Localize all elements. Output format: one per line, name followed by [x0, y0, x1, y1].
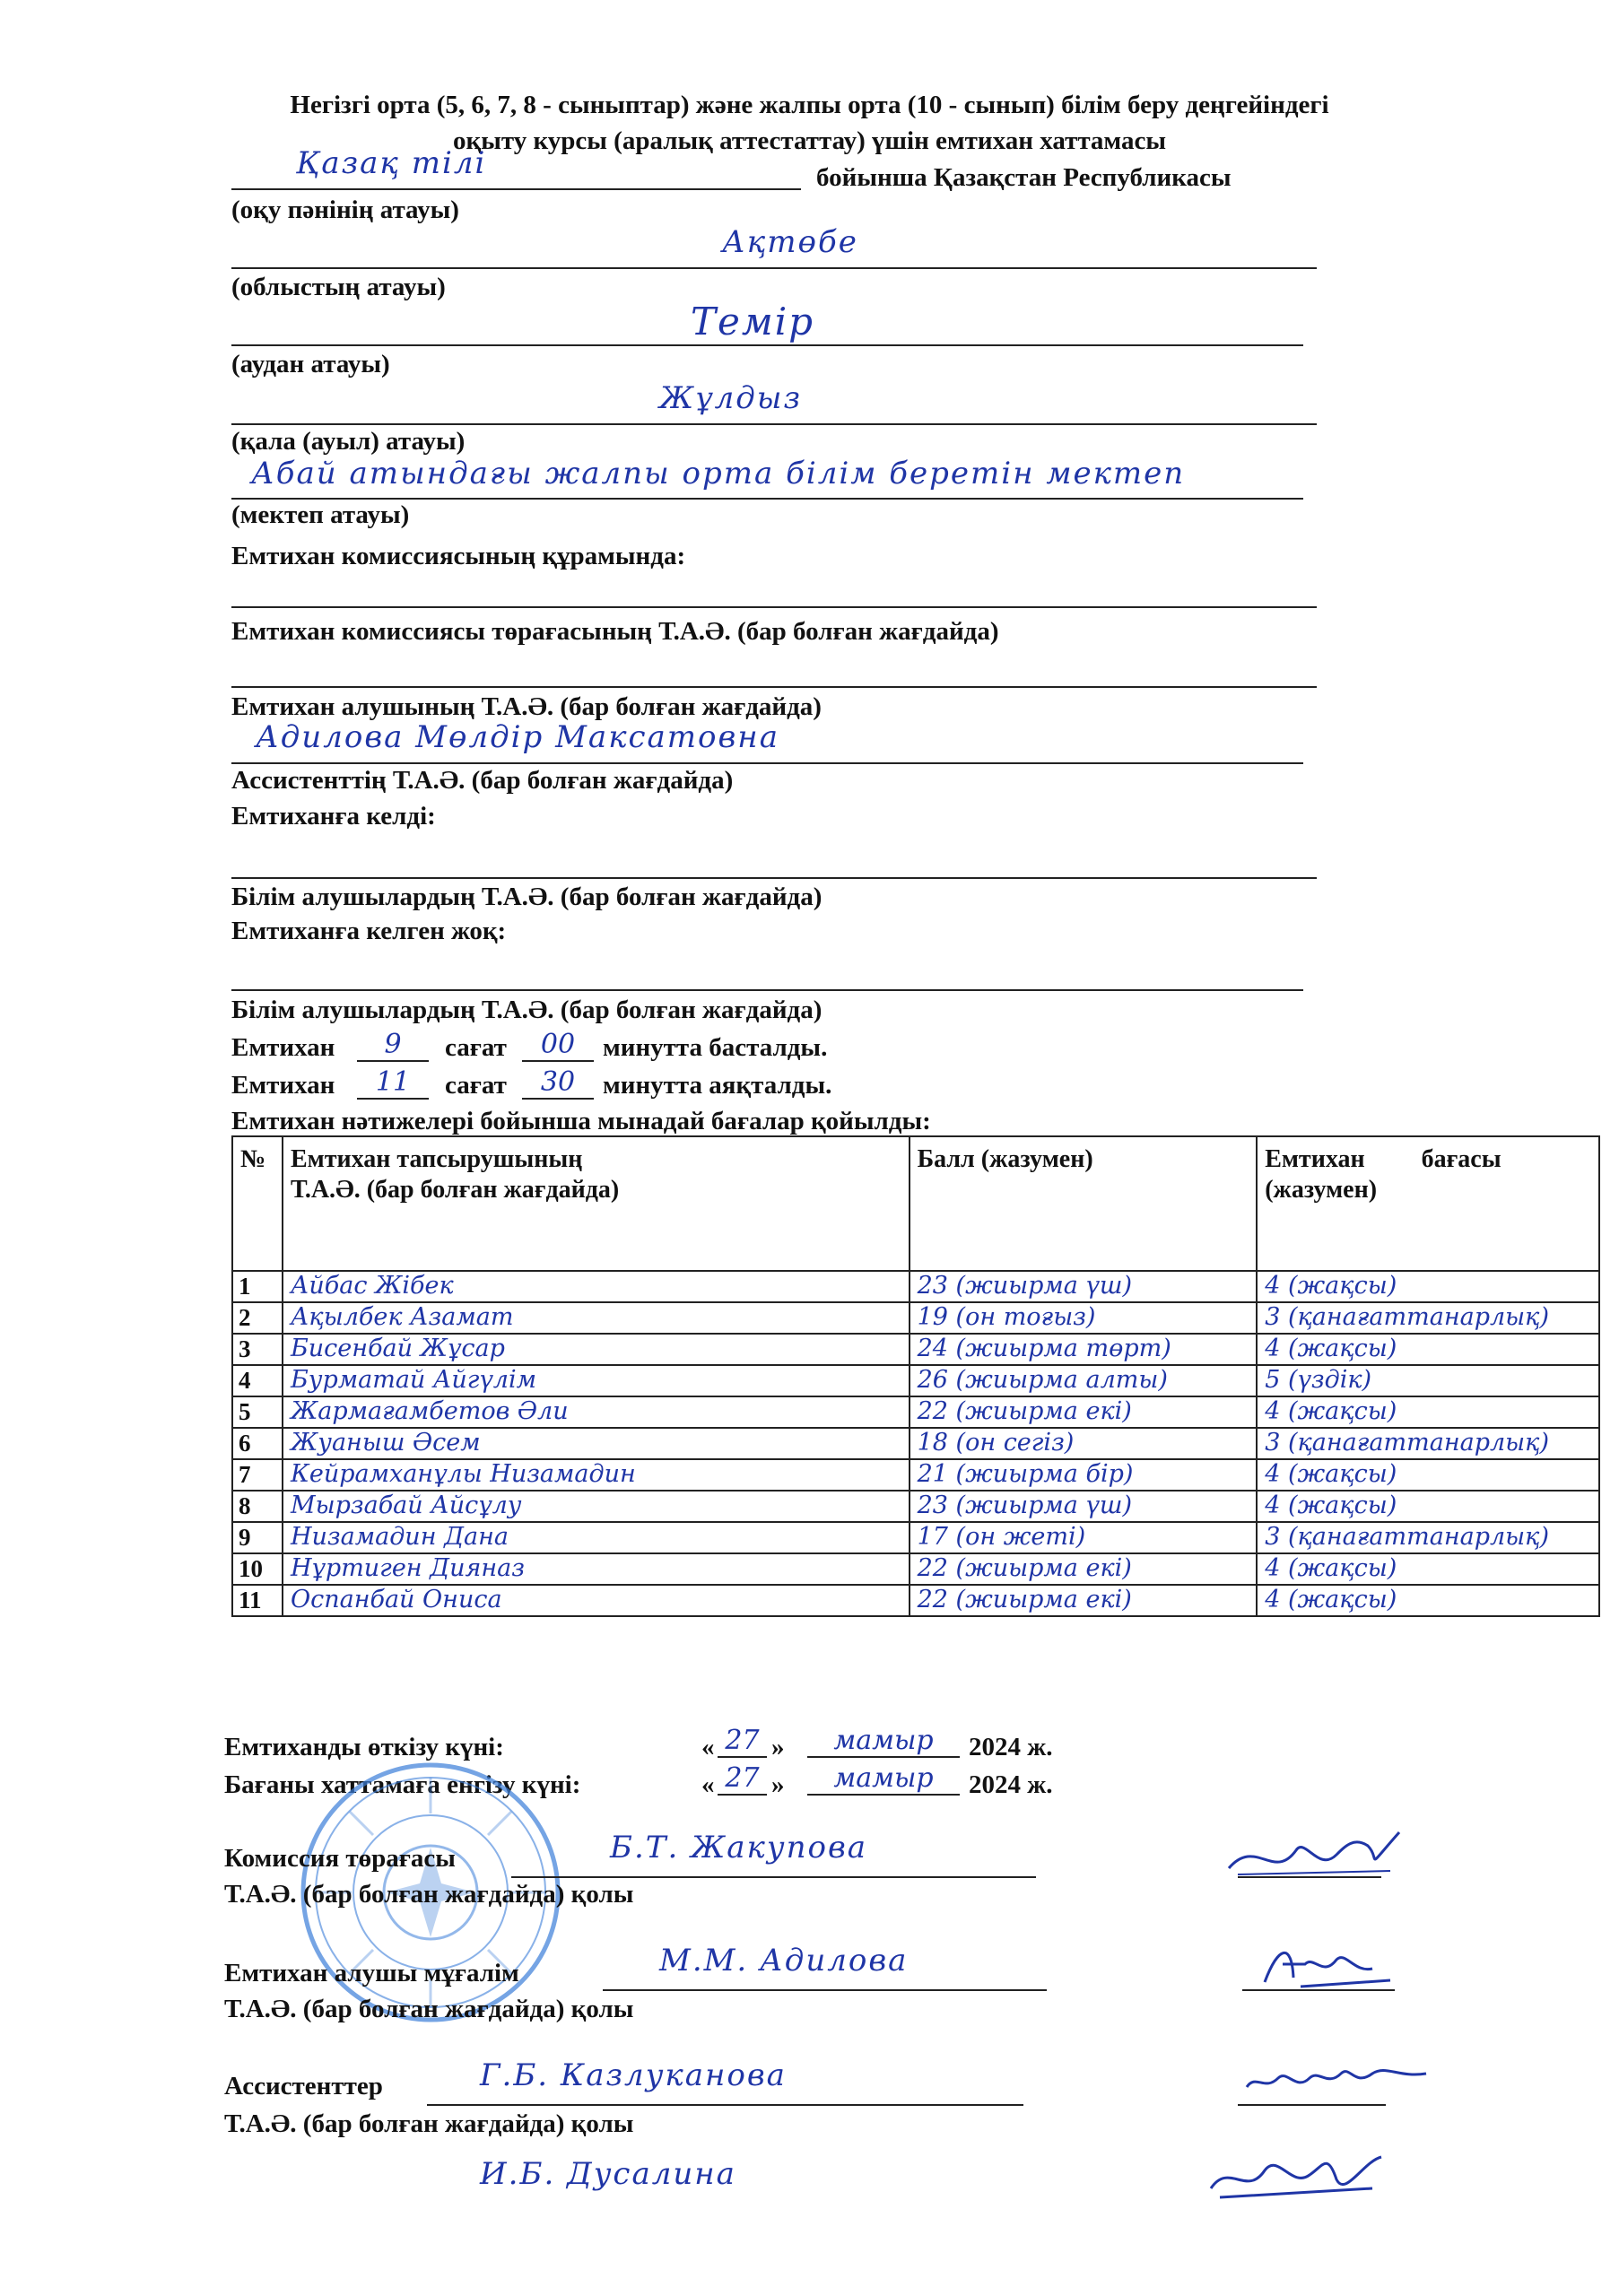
- row-number: 5: [232, 1396, 283, 1428]
- student-score: 22 (жиырма екі): [910, 1585, 1258, 1616]
- row-number: 11: [232, 1585, 283, 1616]
- row-number: 7: [232, 1459, 283, 1491]
- teacher-name-line: [603, 1989, 1047, 1991]
- student-score: 23 (жиырма үш): [910, 1491, 1258, 1522]
- region-caption: (облыстың атауы): [231, 273, 446, 301]
- table-row: [232, 1302, 1599, 1334]
- came-caption: Білім алушылардың Т.А.Ә. (бар болған жағдайда): [231, 883, 823, 911]
- student-grade: 4 (жақсы): [1257, 1459, 1599, 1491]
- student-name: Жуаныш Әсем: [283, 1428, 910, 1459]
- row-number: 9: [232, 1522, 283, 1553]
- student-score: 24 (жиырма төрт): [910, 1334, 1258, 1365]
- absent-caption: Білім алушылардың Т.А.Ә. (бар болған жағдайда): [231, 996, 823, 1024]
- teacher-caption-sign: Т.А.Ә. (бар болған жағдайда) қолы: [224, 1995, 634, 2023]
- table-row: [232, 1365, 1599, 1396]
- start-mid: сағат: [445, 1033, 507, 1062]
- header-name-line1: Емтихан тапсырушының: [290, 1145, 583, 1173]
- table-row: [232, 1522, 1599, 1553]
- student-grade: 4 (жақсы): [1257, 1334, 1599, 1365]
- exam-date-year: 2024 ж.: [969, 1733, 1053, 1761]
- village-value: Жұлдыз: [659, 380, 803, 416]
- came-line: [231, 877, 1317, 879]
- chair-line: [231, 606, 1317, 608]
- assistant1-name: Г.Б. Казлуканова: [480, 2057, 787, 2093]
- header-num: №: [232, 1136, 283, 1271]
- header-grade-line1: Емтихан бағасы: [1265, 1145, 1501, 1173]
- came-label: Емтиханға келді:: [231, 802, 436, 831]
- exam-date-label: Емтиханды өткізу күні:: [224, 1733, 504, 1761]
- header-grade-line2: (жазумен): [1265, 1176, 1378, 1204]
- end-prefix: Емтихан: [231, 1071, 335, 1100]
- assistant1-name-line: [427, 2104, 1023, 2106]
- student-grade: 5 (үздік): [1257, 1365, 1599, 1396]
- student-grade: 4 (жақсы): [1257, 1491, 1599, 1522]
- results-label: Емтихан нәтижелері бойынша мынадай бағалар қойылды:: [231, 1107, 931, 1135]
- school-caption: (мектеп атауы): [231, 500, 410, 529]
- student-name: Жармағамбетов Әли: [283, 1396, 910, 1428]
- assistant2-name: И.Б. Дусалина: [480, 2156, 736, 2192]
- chair-caption-sign: Т.А.Ә. (бар болған жағдайда) қолы: [224, 1880, 634, 1909]
- region-line: [231, 267, 1317, 269]
- row-number: 3: [232, 1334, 283, 1365]
- student-name: Нұртиген Дияназ: [283, 1553, 910, 1585]
- student-score: 21 (жиырма бір): [910, 1459, 1258, 1491]
- entry-date-quote-close: »: [771, 1770, 785, 1799]
- row-number: 8: [232, 1491, 283, 1522]
- subject-caption: (оқу пәнінің атауы): [231, 196, 459, 224]
- table-row: [232, 1553, 1599, 1585]
- row-number: 2: [232, 1302, 283, 1334]
- header-grade: [1257, 1136, 1599, 1271]
- entry-date-day: 27: [718, 1763, 767, 1796]
- student-grade: 3 (қанағаттанарлық): [1257, 1522, 1599, 1553]
- district-value: Темір: [691, 300, 815, 344]
- row-number: 6: [232, 1428, 283, 1459]
- table-row: [232, 1334, 1599, 1365]
- school-value: Абай атындағы жалпы орта білім беретін мектеп: [251, 456, 1186, 491]
- row-number: 10: [232, 1553, 283, 1585]
- student-score: 22 (жиырма екі): [910, 1396, 1258, 1428]
- results-table: [231, 1135, 1600, 1617]
- document-title-line1: Негізгі орта (5, 6, 7, 8 - сыныптар) және жалпы орта (10 - сынып) білім беру деңгейіндегі: [290, 91, 1329, 119]
- entry-date-quote-open: «: [701, 1770, 715, 1799]
- assistant2-signature: [1193, 2135, 1426, 2215]
- teacher-name: М.М. Адилова: [659, 1943, 909, 1979]
- end-minute: 30: [522, 1067, 594, 1100]
- commission-composition-label: Емтихан комиссиясының құрамында:: [231, 542, 686, 570]
- subject-value: Қазақ тілі: [296, 145, 487, 181]
- student-grade: 4 (жақсы): [1257, 1271, 1599, 1302]
- table-row: [232, 1459, 1599, 1491]
- student-name: Бисенбай Жұсар: [283, 1334, 910, 1365]
- assistant1-signature: [1229, 2038, 1444, 2109]
- exam-date-quote-close: »: [771, 1733, 785, 1761]
- student-grade: 4 (жақсы): [1257, 1585, 1599, 1616]
- examiner-caption: Емтихан алушының Т.А.Ә. (бар болған жағдайда): [231, 692, 822, 721]
- student-score: 17 (он жеті): [910, 1522, 1258, 1553]
- header-name: [283, 1136, 910, 1271]
- teacher-signature: [1238, 1928, 1417, 2000]
- student-grade: 4 (жақсы): [1257, 1553, 1599, 1585]
- student-name: Оспанбай Ониса: [283, 1585, 910, 1616]
- district-caption: (аудан атауы): [231, 350, 390, 378]
- village-caption: (қала (ауыл) атауы): [231, 427, 466, 456]
- student-grade: 4 (жақсы): [1257, 1396, 1599, 1428]
- student-name: Низамадин Дана: [283, 1522, 910, 1553]
- student-grade: 3 (қанағаттанарлық): [1257, 1302, 1599, 1334]
- assistant-value: Адилова Мөлдір Максатовна: [256, 719, 779, 755]
- entry-date-label: Бағаны хаттамаға енгізу күні:: [224, 1770, 581, 1799]
- start-suffix: минутта басталды.: [603, 1033, 828, 1062]
- student-grade: 3 (қанағаттанарлық): [1257, 1428, 1599, 1459]
- start-prefix: Емтихан: [231, 1033, 335, 1062]
- end-hour: 11: [357, 1067, 429, 1100]
- start-hour: 9: [357, 1030, 429, 1062]
- table-row: [232, 1491, 1599, 1522]
- chair-caption: Емтихан комиссиясы төрағасының Т.А.Ә. (бар болған жағдайда): [231, 617, 999, 646]
- district-line: [231, 344, 1303, 346]
- row-number: 1: [232, 1271, 283, 1302]
- document-title-line2: оқыту курсы (аралық аттестаттау) үшін емтихан хаттамасы: [453, 126, 1166, 155]
- chair-label: Комиссия төрағасы: [224, 1844, 456, 1873]
- subject-suffix: бойынша Қазақстан Республикасы: [816, 163, 1232, 192]
- region-value: Ақтөбе: [722, 224, 858, 260]
- assistants-label: Ассистенттер: [224, 2072, 383, 2100]
- table-row: [232, 1271, 1599, 1302]
- student-name: Айбас Жібек: [283, 1271, 910, 1302]
- absent-line: [231, 989, 1303, 991]
- absent-label: Емтиханға келген жоқ:: [231, 917, 507, 945]
- student-name: Мырзабай Айсұлу: [283, 1491, 910, 1522]
- assistants-caption-sign: Т.А.Ә. (бар болған жағдайда) қолы: [224, 2109, 634, 2138]
- teacher-label: Емтихан алушы мұғалім: [224, 1959, 519, 1987]
- table-row: [232, 1585, 1599, 1616]
- entry-date-month: мамыр: [807, 1763, 960, 1796]
- end-mid: сағат: [445, 1071, 507, 1100]
- exam-date-month: мамыр: [807, 1726, 960, 1758]
- exam-date-day: 27: [718, 1726, 767, 1758]
- table-row: [232, 1396, 1599, 1428]
- student-score: 18 (он сегіз): [910, 1428, 1258, 1459]
- student-score: 19 (он тоғыз): [910, 1302, 1258, 1334]
- table-row: [232, 1428, 1599, 1459]
- student-score: 23 (жиырма үш): [910, 1271, 1258, 1302]
- student-name: Бурматай Айгүлім: [283, 1365, 910, 1396]
- chair-name: Б.Т. Жакупова: [610, 1830, 868, 1866]
- row-number: 4: [232, 1365, 283, 1396]
- entry-date-year: 2024 ж.: [969, 1770, 1053, 1799]
- examiner-line: [231, 686, 1317, 688]
- end-suffix: минутта аяқталды.: [603, 1071, 832, 1100]
- exam-date-quote-open: «: [701, 1733, 715, 1761]
- assistant-caption: Ассистенттің Т.А.Ә. (бар болған жағдайда): [231, 766, 734, 795]
- header-name-line2: Т.А.Ә. (бар болған жағдайда): [290, 1176, 620, 1204]
- header-score: Балл (жазумен): [910, 1136, 1258, 1271]
- student-score: 22 (жиырма екі): [910, 1553, 1258, 1585]
- chair-signature: [1220, 1819, 1417, 1891]
- student-score: 26 (жиырма алты): [910, 1365, 1258, 1396]
- start-minute: 00: [522, 1030, 594, 1062]
- subject-line: [231, 188, 801, 190]
- student-name: Кейрамханұлы Низамадин: [283, 1459, 910, 1491]
- student-name: Ақылбек Азамат: [283, 1302, 910, 1334]
- table-header-row: [232, 1136, 1599, 1271]
